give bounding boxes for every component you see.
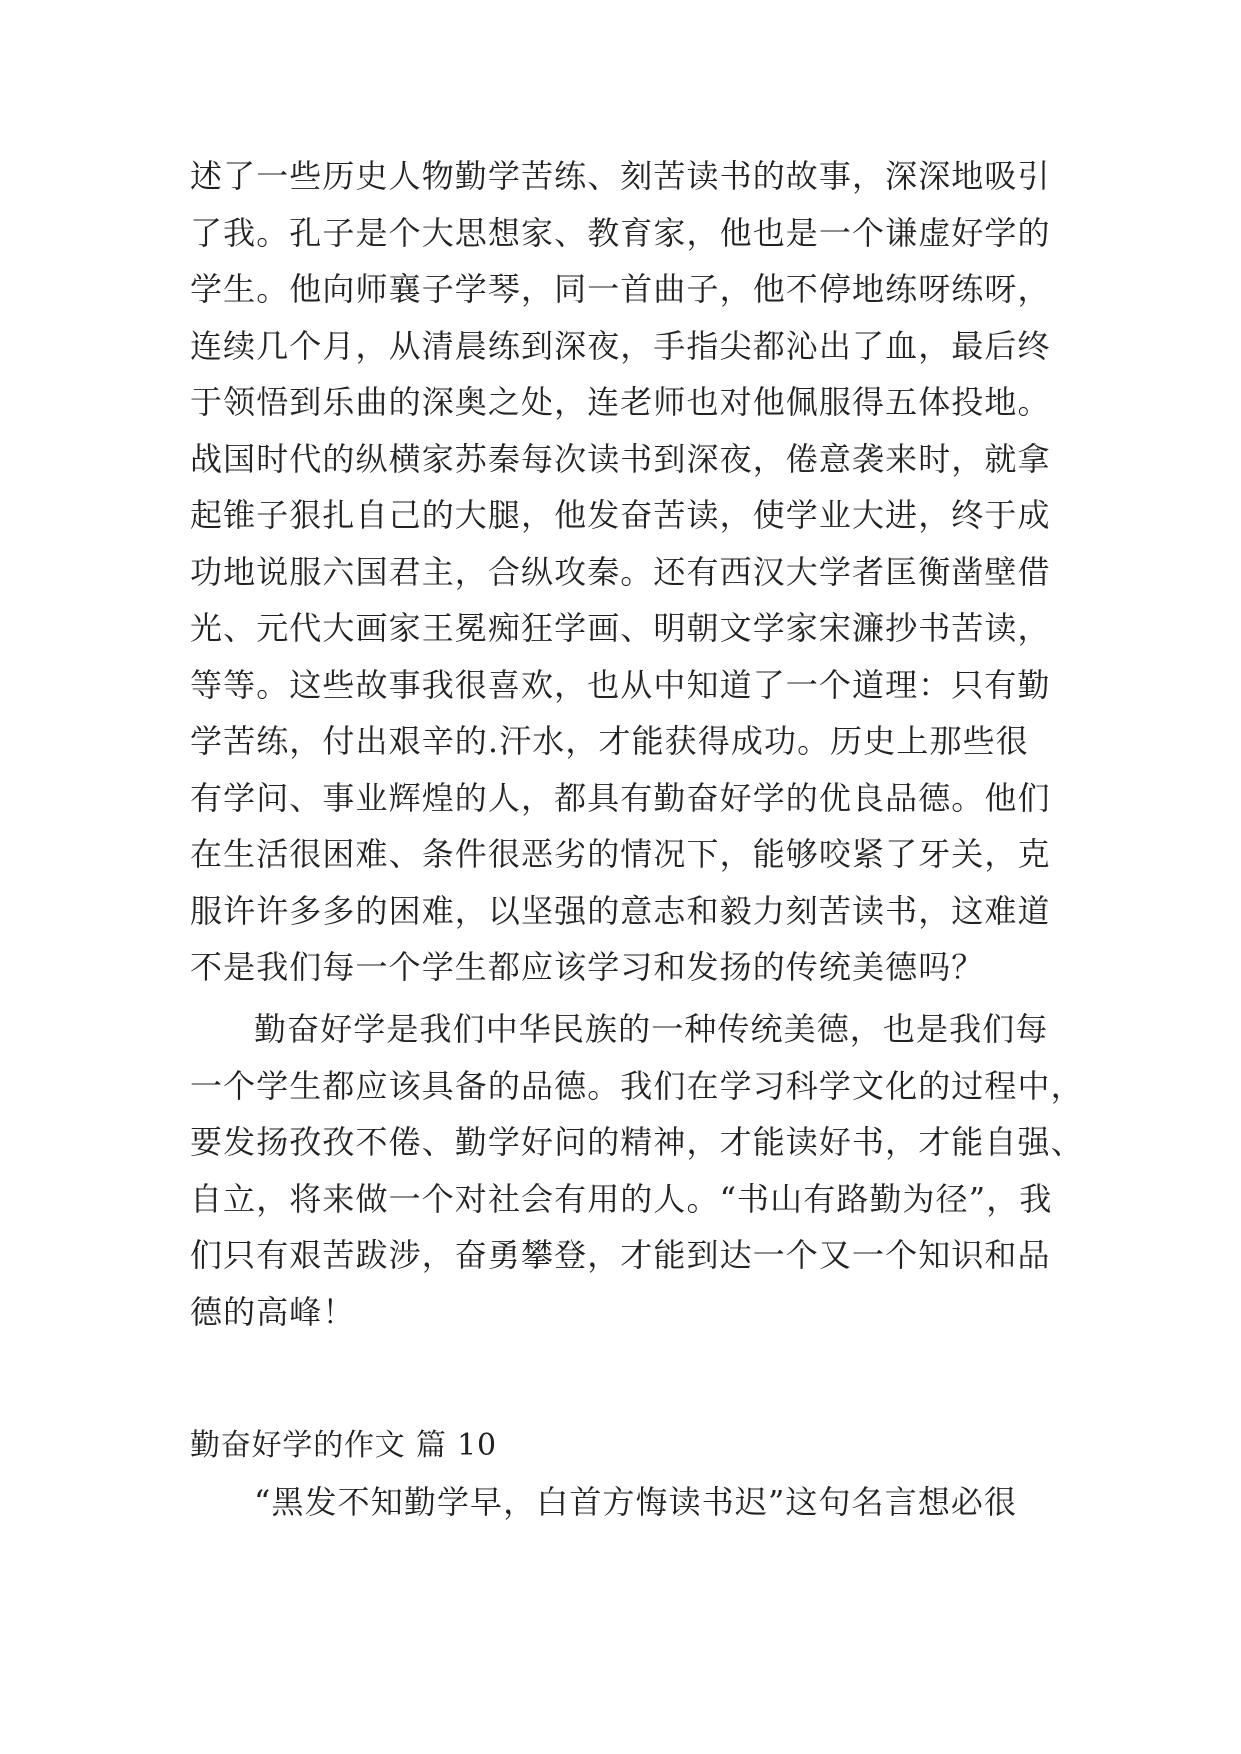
text-line: 等等。这些故事我很喜欢，也从中知道了一个道理：只有勤: [190, 665, 1051, 704]
text-line: 战国时代的纵横家苏秦每次读书到深夜，倦意袭来时，就拿: [190, 439, 1051, 478]
paragraph-3: [190, 1474, 1090, 1531]
text-line: 功地说服六国君主，合纵攻秦。还有西汉大学者匡衡凿壁借: [190, 552, 1051, 591]
text-line: 学苦练，付出艰辛的.汗水，才能获得成功。历史上那些很: [190, 722, 1029, 760]
text-line: 连续几个月，从清晨练到深夜，手指尖都沁出了血，最后终: [190, 326, 1051, 365]
text-line: 有学问、事业辉煌的人，都具有勤奋好学的优良品德。他们: [190, 778, 1051, 817]
paragraph-2: [190, 1001, 1090, 1340]
text-line: 要发扬孜孜不倦、勤学好问的精神，才能读好书，才能自强、: [190, 1123, 1084, 1161]
text-line: 了我。孔子是个大思想家、教育家，他也是一个谦虚好学的: [190, 213, 1051, 252]
text-line: 于领悟到乐曲的深奥之处，连老师也对他佩服得五体投地。: [190, 383, 1051, 421]
text-line: 服许许多多的困难，以坚强的意志和毅力刻苦读书，这难道: [190, 891, 1051, 930]
text-line: 们只有艰苦跋涉，奋勇攀登，才能到达一个又一个知识和品: [190, 1236, 1051, 1274]
text-line: 在生活很困难、条件很恶劣的情况下，能够咬紧了牙关，克: [190, 835, 1051, 873]
paragraph-1: [190, 148, 1090, 996]
text-line: 勤奋好学是我们中华民族的一种传统美德，也是我们每: [254, 1010, 1049, 1048]
text-line: 述了一些历史人物勤学苦练、刻苦读书的故事，深深地吸引: [190, 157, 1051, 195]
text-line: 一个学生都应该具备的品德。我们在学习科学文化的过程中，: [190, 1066, 1084, 1105]
text-line: 德的高峰！: [190, 1292, 356, 1331]
text-line: 不是我们每一个学生都应该学习和发扬的传统美德吗？: [190, 948, 985, 986]
text-line: 自立，将来做一个对社会有用的人。“书山有路勤为径”，我: [190, 1179, 1053, 1218]
section-heading: 勤奋好学的作文 篇 10: [190, 1428, 497, 1463]
section-heading-block: [190, 1418, 1090, 1474]
text-line: 起锥子狠扎自己的大腿，他发奋苦读，使学业大进，终于成: [190, 496, 1051, 534]
text-line: 光、元代大画家王冕痴狂学画、明朝文学家宋濂抄书苦读，: [190, 609, 1051, 647]
text-line: 学生。他向师襄子学琴，同一首曲子，他不停地练呀练呀，: [190, 270, 1051, 308]
text-line: “黑发不知勤学早，白首方悔读书迟”这句名言想必很: [254, 1483, 1018, 1521]
